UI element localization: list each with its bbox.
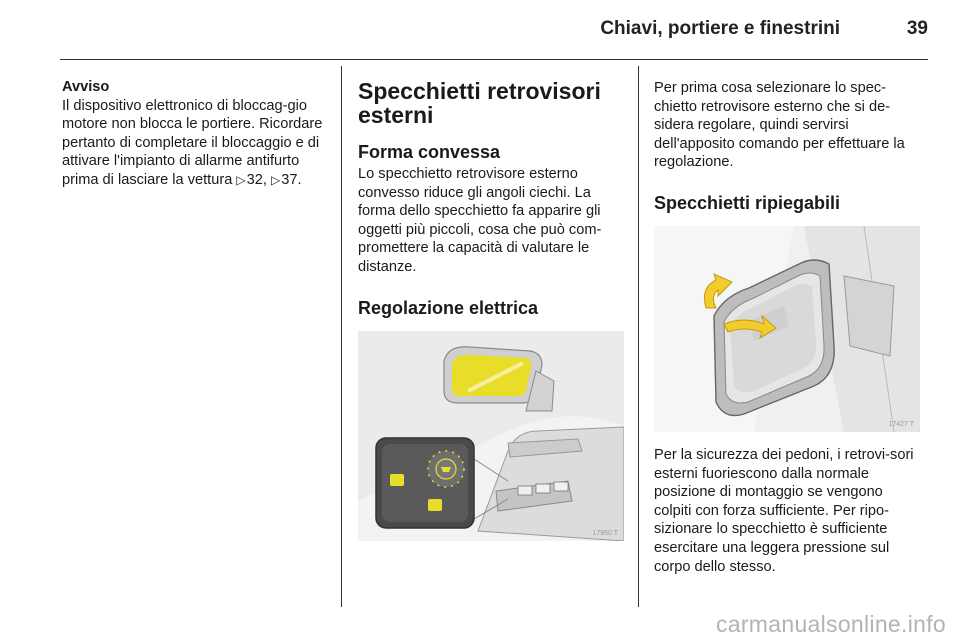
header-divider — [60, 59, 928, 60]
subheading-regolazione-elettrica: Regolazione elettrica — [358, 297, 539, 318]
xref-page-2[interactable]: 37. — [281, 171, 302, 188]
page-header-title: Chiavi, portiere e finestrini — [600, 18, 840, 39]
folding-mirror-illustration — [654, 226, 920, 432]
section-title-line-1: Specchietti retrovisori — [358, 78, 601, 104]
note-title: Avviso — [62, 79, 110, 95]
column-3 — [654, 79, 924, 576]
figure-code: 17950 T — [592, 529, 618, 537]
column-divider-1 — [341, 66, 342, 607]
figure-code: 17427 T — [888, 420, 914, 428]
note-text: Il dispositivo elettronico di bloccag-gio motore non blocca le portiere. Ricordare pertanto di completare il bloccaggio e di attivare l'impianto di allarme antifurto prima di lasciare la vettura — [62, 97, 323, 188]
section-title — [358, 79, 624, 127]
triangle-right-icon: ▷ — [270, 172, 281, 187]
xref-page-1[interactable]: 32 — [246, 171, 263, 188]
column-2 — [358, 79, 624, 541]
section-title-line-2: esterni — [358, 102, 434, 128]
mirror-control-illustration — [358, 331, 624, 541]
intro-text: Per prima cosa selezionare lo spec-chietto retrovisore esterno che si de-sidera regolare, quindi servirsi dell'apposito comando per effettuare la regolazione. — [654, 80, 905, 171]
triangle-right-icon: ▷ — [236, 172, 246, 187]
forma-convessa-text: Lo specchietto retrovisore esterno convesso riduce gli angoli ciechi. La forma dello specchietto fa apparire gli oggetti più piccoli, cosa che può com-promettere la capacità di valutare le distanze. — [358, 166, 602, 275]
subheading-forma-convessa: Forma convessa — [358, 142, 501, 162]
column-divider-2 — [638, 66, 639, 607]
figure-folding-mirror — [654, 226, 920, 432]
figure-electric-adjust — [358, 331, 624, 541]
folding-mirror-text: Per la sicurezza dei pedoni, i retrovi-sori esterni fuoriescono dalla normale posizione di montaggio se vengono colpiti con forza sufficiente. Per ripo-sizionare lo specchietto è sufficiente esercitare una leggera pressione sul corpo dello stesso. — [654, 446, 914, 575]
page-number: 39 — [906, 18, 928, 39]
subheading-specchietti-ripiegabili: Specchietti ripiegabili — [654, 192, 841, 213]
column-1 — [62, 78, 328, 190]
watermark: carmanualsonline.info — [715, 611, 946, 637]
note-paragraph: Il dispositivo elettronico di bloccag-gio motore non blocca le portiere. Ricordare pertanto di completare il bloccaggio e di attivare l'impianto di allarme antifurto prima di lasciare la vettura ▷32, ▷37. — [62, 97, 323, 188]
